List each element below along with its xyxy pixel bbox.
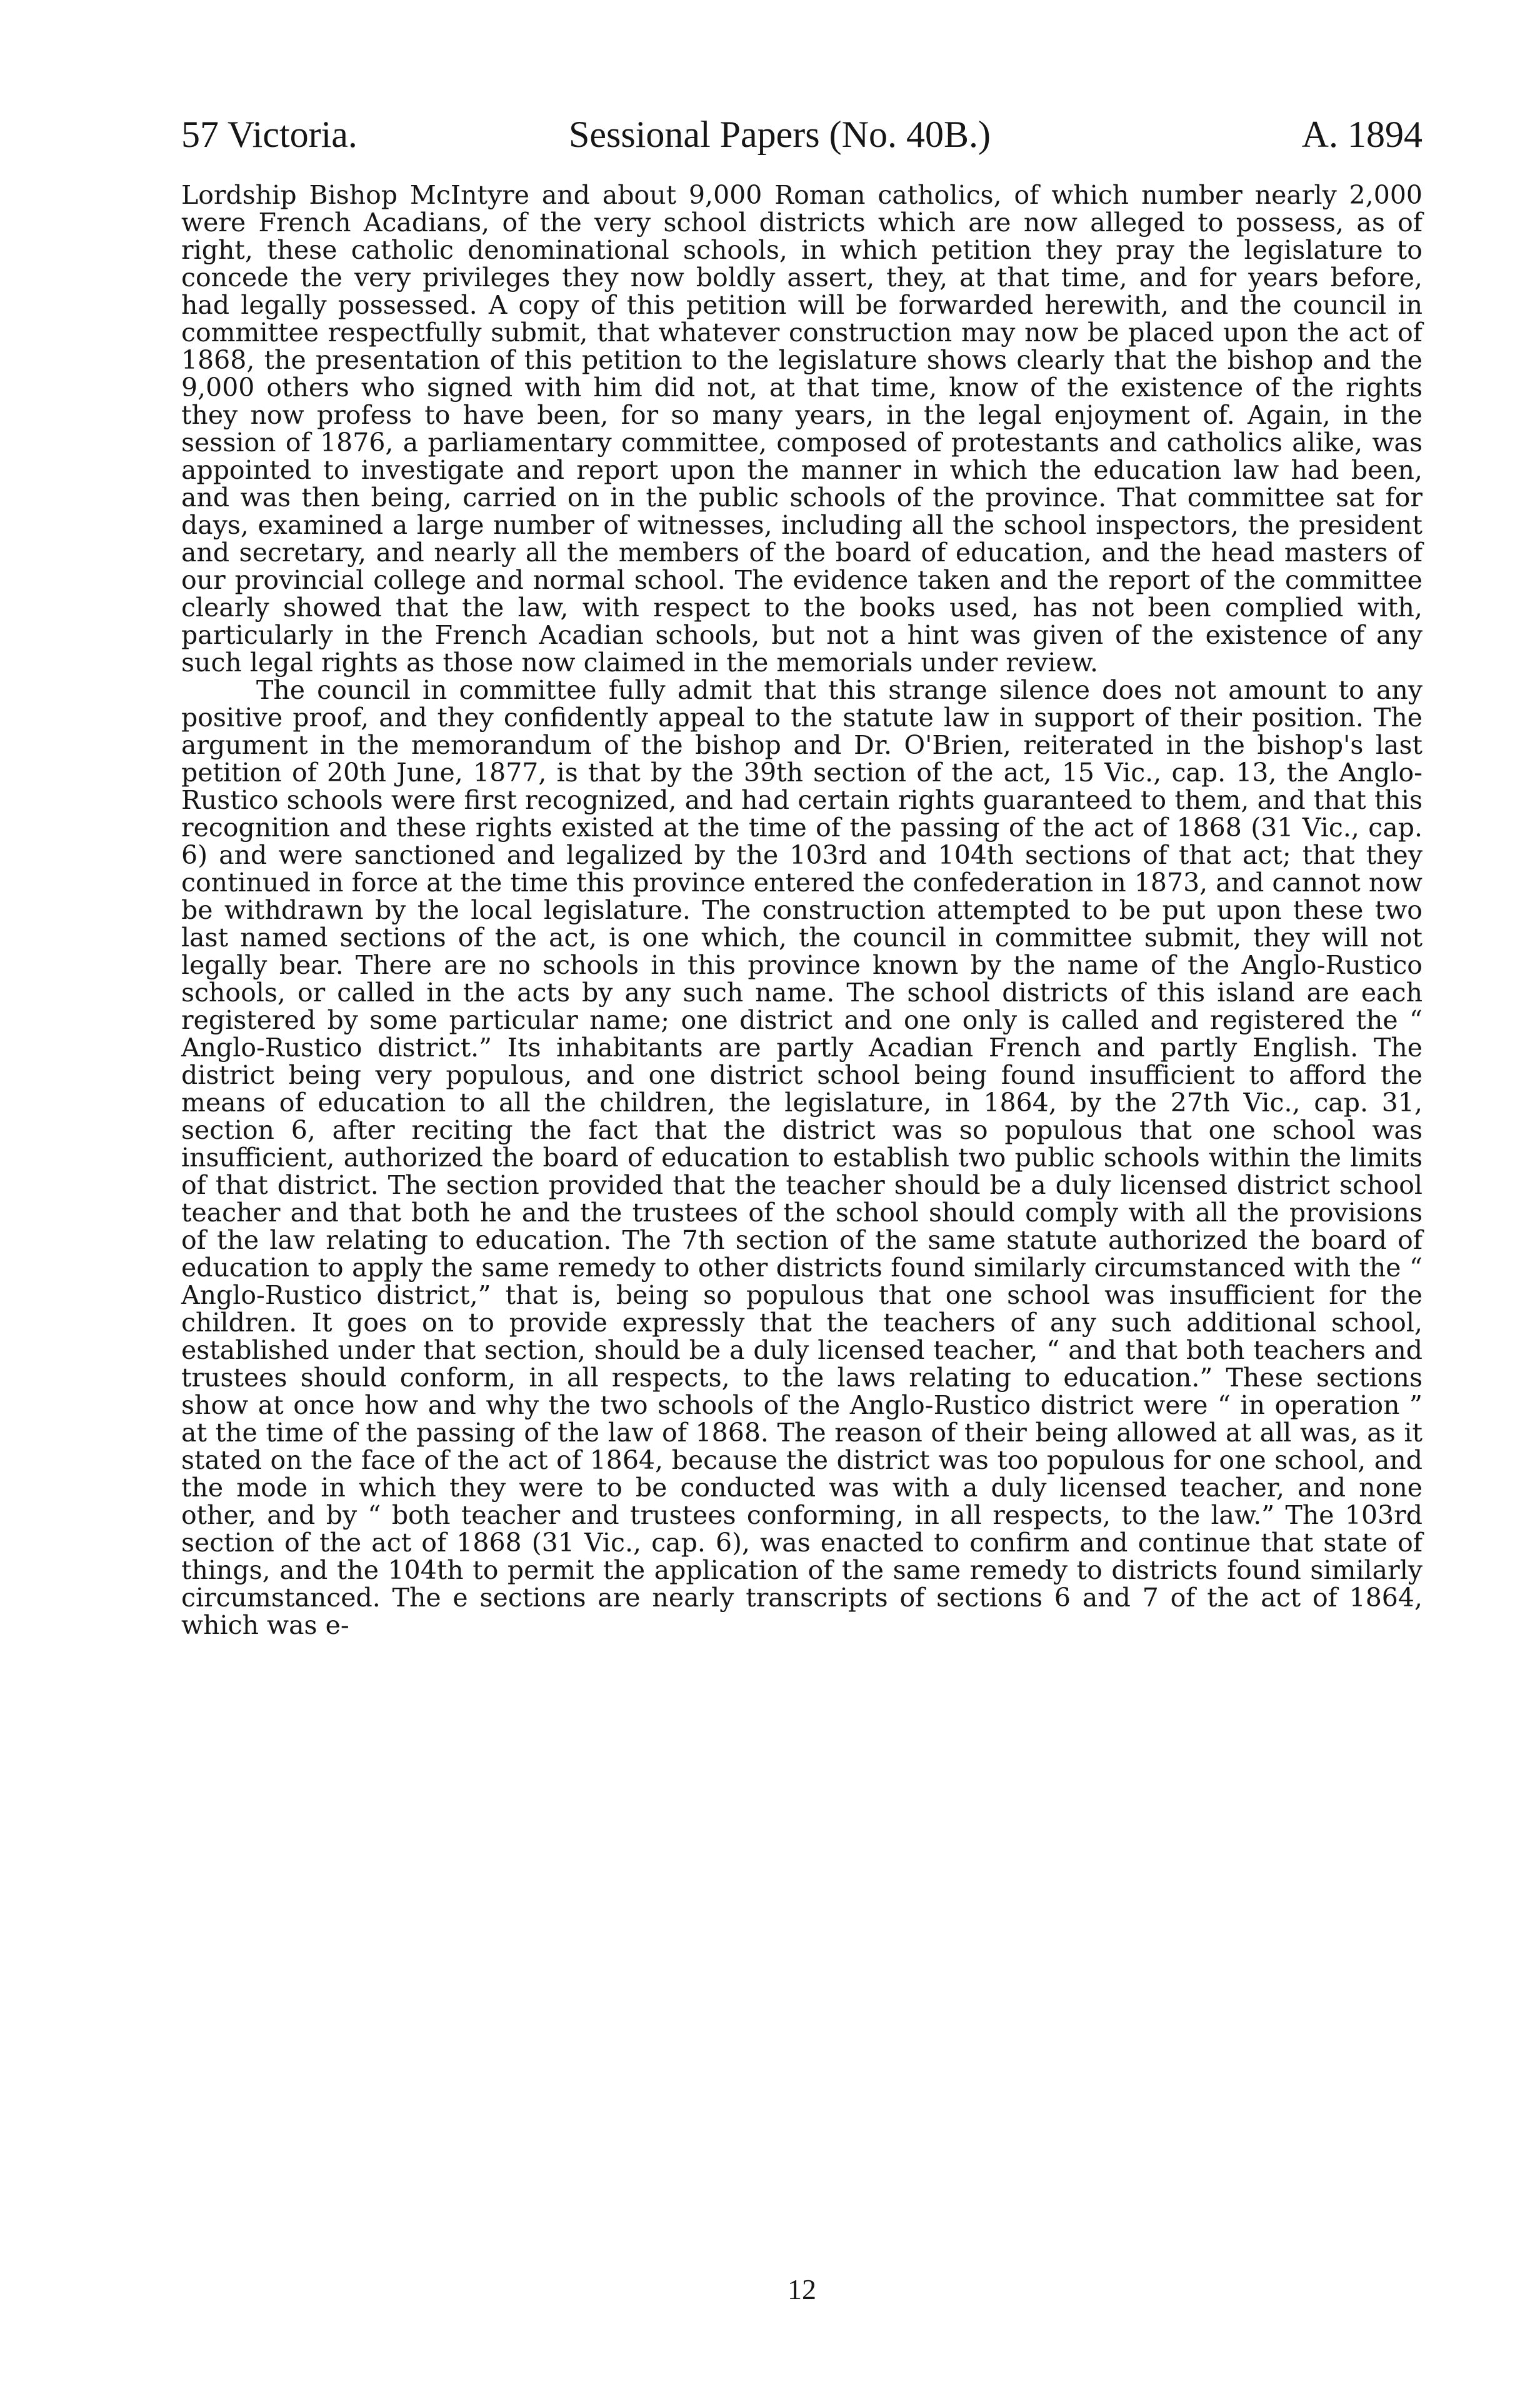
header-title: Sessional Papers (No. 40B.): [569, 114, 991, 155]
document-page: [181, 0, 1422, 2389]
header-volume: 57 Victoria.: [181, 114, 358, 155]
body-text: [181, 181, 1422, 1639]
paragraph-2: The council in committee fully admit that this strange silence does not amount to any positive proof, and they confidently appeal to the statute law in support of their position. The argument in the memorandum of the bishop and Dr. O'Brien, reiterated in the bishop's last petition of 20th June, 1877, is that by the 39th section of the act, 15 Vic., cap. 13, the Anglo-Rustico schools were first recognized, and had certain rights guaranteed to them, and that this recognition and these rights existed at the time of the passing of the act of 1868 (31 Vic., cap. 6) and were sanctioned and legalized by the 103rd and 104th sections of that act; that they continued in force at the time this province entered the confederation in 1873, and cannot now be withdrawn by the local legislature. The construction attempted to be put upon these two last named sections of the act, is one which, the council in committee submit, they will not legally bear. There are no schools in this province known by the name of the Anglo-Rustico schools, or called in the acts by any such name. The school districts of this island are each registered by some particular name; one district and one only is called and registered the “ Anglo-Rustico district.” Its inhabitants are partly Acadian French and partly English. The district being very populous, and one district school being found insufficient to afford the means of education to all the children, the legislature, in 1864, by the 27th Vic., cap. 31, section 6, after reciting the fact that the district was so populous that one school was insufficient, authorized the board of education to establish two public schools within the limits of that district. The section provided that the teacher should be a duly licensed district school teacher and that both he and the trustees of the school should comply with all the provisions of the law relating to education. The 7th section of the same statute authorized the board of education to apply the same remedy to other districts found similarly circumstanced with the “ Anglo-Rustico district,” that is, being so populous that one school was insufficient for the children. It goes on to provide expressly that the teachers of any such additional school, established under that section, should be a duly licensed teacher, “ and that both teachers and trustees should conform, in all respects, to the laws relating to education.” These sections show at once how and why the two schools of the Anglo-Rustico district were “ in operation ” at the time of the passing of the law of 1868. The reason of their being allowed at all was, as it stated on the face of the act of 1864, because the district was too populous for one school, and the mode in which they were to be conducted was with a duly licensed teacher, and none other, and by “ both teacher and trustees conforming, in all respects, to the law.” The 103rd section of the act of 1868 (31 Vic., cap. 6), was enacted to confirm and continue that state of things, and the 104th to permit the application of the same remedy to districts found similarly circumstanced. The e sections are nearly transcripts of sections 6 and 7 of the act of 1864, which was e-: [181, 675, 1422, 1640]
header-year: A. 1894: [1301, 114, 1422, 155]
page-header: [181, 106, 1422, 163]
paragraph-1: Lordship Bishop McIntyre and about 9,000 Roman catholics, of which number nearly 2,000 were French Acadians, of the very school districts which are now alleged to possess, as of right, these catholic denominational schools, in which petition they pray the legislature to concede the very privileges they now boldly assert, they, at that time, and for years before, had legally possessed. A copy of this petition will be forwarded herewith, and the council in committee respectfully submit, that whatever construction may now be placed upon the act of 1868, the presentation of this petition to the legislature shows clearly that the bishop and the 9,000 others who signed with him did not, at that time, know of the existence of the rights they now profess to have been, for so many years, in the legal enjoyment of. Again, in the session of 1876, a parliamentary committee, composed of protestants and catholics alike, was appointed to investigate and report upon the manner in which the education law had been, and was then being, carried on in the public schools of the province. That committee sat for days, examined a large number of witnesses, including all the school inspectors, the president and secretary, and nearly all the members of the board of education, and the head masters of our provincial college and normal school. The evidence taken and the report of the committee clearly showed that the law, with respect to the books used, has not been complied with, particularly in the French Acadian schools, but not a hint was given of the existence of any such legal rights as those now claimed in the memorials under review.: [181, 180, 1422, 678]
page-number: 12: [788, 2273, 816, 2305]
